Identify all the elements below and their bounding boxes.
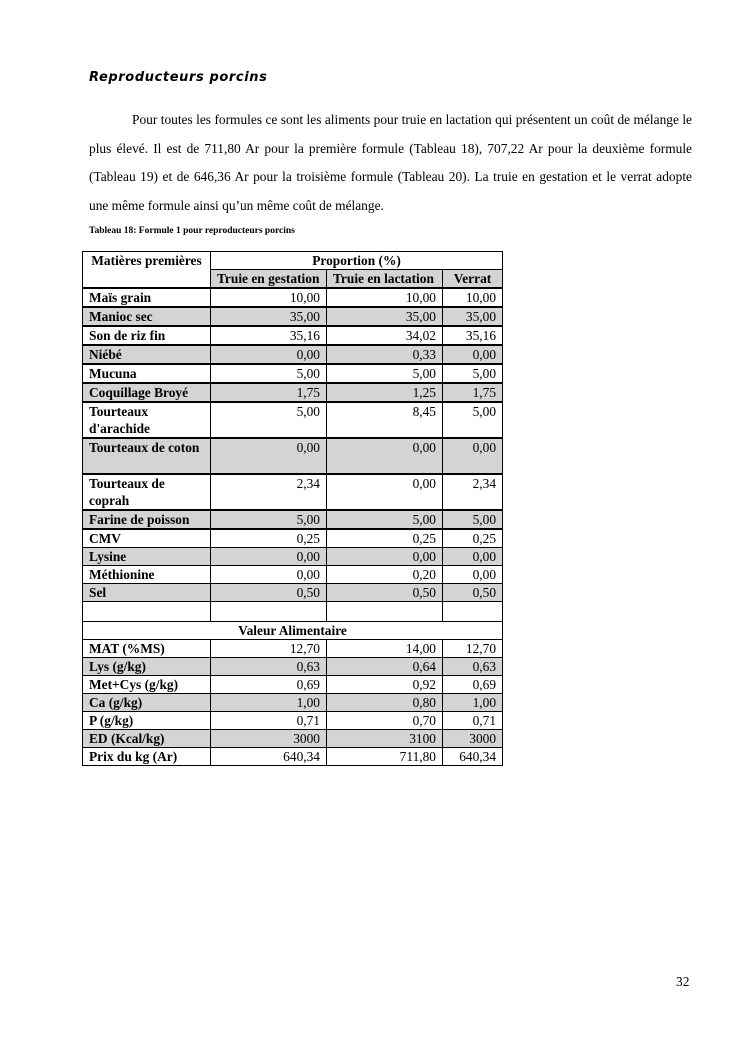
ingredient-name: Tourteaux de coprah <box>83 474 211 510</box>
empty-cell <box>211 602 327 622</box>
empty-cell <box>443 602 503 622</box>
ingredients-body <box>83 288 503 602</box>
value-cell: 0,00 <box>211 548 327 566</box>
table-row <box>83 364 503 383</box>
ingredient-name: MAT (%MS) <box>83 640 211 658</box>
table-row <box>83 566 503 584</box>
value-cell: 5,00 <box>211 402 327 438</box>
table-row <box>83 694 503 712</box>
table-row <box>83 529 503 548</box>
value-cell: 640,34 <box>443 748 503 766</box>
empty-cell <box>83 602 211 622</box>
value-cell: 0,69 <box>211 676 327 694</box>
table-row <box>83 474 503 510</box>
ingredient-name: Mucuna <box>83 364 211 383</box>
value-cell: 0,80 <box>327 694 443 712</box>
value-cell: 711,80 <box>327 748 443 766</box>
value-cell: 0,00 <box>211 438 327 474</box>
value-cell: 0,25 <box>327 529 443 548</box>
value-cell: 5,00 <box>443 510 503 529</box>
value-cell: 0,69 <box>443 676 503 694</box>
table-row <box>83 307 503 326</box>
value-cell: 5,00 <box>443 402 503 438</box>
ingredient-name: Lysine <box>83 548 211 566</box>
table-caption: Tableau 18: Formule 1 pour reproducteurs porcins <box>89 226 295 236</box>
ingredient-name: P (g/kg) <box>83 712 211 730</box>
value-cell: 10,00 <box>211 288 327 307</box>
value-cell: 0,50 <box>211 584 327 602</box>
table-row <box>83 712 503 730</box>
value-cell: 8,45 <box>327 402 443 438</box>
value-cell: 0,00 <box>443 548 503 566</box>
ingredient-name: Tourteaux d'arachide <box>83 402 211 438</box>
value-cell: 0,00 <box>211 566 327 584</box>
table-row <box>83 383 503 402</box>
column-header-lactation: Truie en lactation <box>327 270 443 289</box>
value-cell: 0,50 <box>443 584 503 602</box>
ingredient-name: Farine de poisson <box>83 510 211 529</box>
table-row <box>83 288 503 307</box>
ingredient-name: Niébé <box>83 345 211 364</box>
ingredient-name: Lys (g/kg) <box>83 658 211 676</box>
value-cell: 0,00 <box>327 548 443 566</box>
value-cell: 0,33 <box>327 345 443 364</box>
ingredient-name: Met+Cys (g/kg) <box>83 676 211 694</box>
empty-cell <box>327 602 443 622</box>
value-cell: 34,02 <box>327 326 443 345</box>
ingredient-name: Coquillage Broyé <box>83 383 211 402</box>
value-cell: 0,71 <box>211 712 327 730</box>
ingredient-name: CMV <box>83 529 211 548</box>
value-cell: 0,00 <box>327 438 443 474</box>
table-row <box>83 438 503 474</box>
ingredient-name: Ca (g/kg) <box>83 694 211 712</box>
table-row <box>83 345 503 364</box>
value-cell: 1,75 <box>211 383 327 402</box>
value-cell: 0,71 <box>443 712 503 730</box>
value-cell: 0,25 <box>443 529 503 548</box>
value-cell: 35,00 <box>443 307 503 326</box>
value-cell: 0,64 <box>327 658 443 676</box>
value-cell: 640,34 <box>211 748 327 766</box>
nutrition-section-header: Valeur Alimentaire <box>83 622 503 640</box>
value-cell: 12,70 <box>211 640 327 658</box>
spacer-body <box>83 602 503 640</box>
ingredient-name: Tourteaux de coton <box>83 438 211 474</box>
value-cell: 5,00 <box>211 510 327 529</box>
table-row <box>83 326 503 345</box>
value-cell: 0,92 <box>327 676 443 694</box>
value-cell: 10,00 <box>443 288 503 307</box>
ingredient-name: Sel <box>83 584 211 602</box>
value-cell: 3100 <box>327 730 443 748</box>
table-row <box>83 748 503 766</box>
value-cell: 1,25 <box>327 383 443 402</box>
value-cell: 12,70 <box>443 640 503 658</box>
table-row <box>83 730 503 748</box>
column-header-verrat: Verrat <box>443 270 503 289</box>
ingredient-name: ED (Kcal/kg) <box>83 730 211 748</box>
table-row <box>83 548 503 566</box>
proportion-header: Proportion (%) <box>211 252 503 270</box>
corner-header: Matières premières <box>83 252 211 289</box>
value-cell: 3000 <box>443 730 503 748</box>
value-cell: 10,00 <box>327 288 443 307</box>
section-heading: Reproducteurs porcins <box>89 70 268 85</box>
value-cell: 0,00 <box>443 438 503 474</box>
value-cell: 0,63 <box>443 658 503 676</box>
value-cell: 14,00 <box>327 640 443 658</box>
table-row <box>83 510 503 529</box>
value-cell: 1,00 <box>211 694 327 712</box>
value-cell: 35,00 <box>327 307 443 326</box>
value-cell: 0,20 <box>327 566 443 584</box>
table-row <box>83 658 503 676</box>
value-cell: 0,00 <box>327 474 443 510</box>
value-cell: 1,75 <box>443 383 503 402</box>
value-cell: 0,25 <box>211 529 327 548</box>
table-row <box>83 402 503 438</box>
value-cell: 0,50 <box>327 584 443 602</box>
value-cell: 1,00 <box>443 694 503 712</box>
ingredient-name: Prix du kg (Ar) <box>83 748 211 766</box>
formula-table <box>82 251 503 766</box>
value-cell: 3000 <box>211 730 327 748</box>
body-paragraph: Pour toutes les formules ce sont les aliments pour truie en lactation qui présentent un coût de mélange le plus élevé. Il est de 711,80 Ar pour la première formule (Tableau 18), 707,22 Ar pour la deuxième formule (Tableau 19) et de 646,36 Ar pour la troisième formule (Tableau 20). La truie en gestation et le verrat adopte une même formule ainsi qu’un même coût de mélange. <box>89 112 692 213</box>
table-row <box>83 676 503 694</box>
value-cell: 0,00 <box>211 345 327 364</box>
value-cell: 5,00 <box>211 364 327 383</box>
value-cell: 0,70 <box>327 712 443 730</box>
table-row <box>83 640 503 658</box>
value-cell: 0,63 <box>211 658 327 676</box>
value-cell: 35,00 <box>211 307 327 326</box>
value-cell: 0,00 <box>443 345 503 364</box>
value-cell: 5,00 <box>327 364 443 383</box>
nutrition-body <box>83 640 503 766</box>
value-cell: 2,34 <box>211 474 327 510</box>
value-cell: 2,34 <box>443 474 503 510</box>
value-cell: 5,00 <box>327 510 443 529</box>
empty-row <box>83 602 503 622</box>
ingredient-name: Son de riz fin <box>83 326 211 345</box>
column-header-gestation: Truie en gestation <box>211 270 327 289</box>
ingredient-name: Maïs grain <box>83 288 211 307</box>
value-cell: 0,00 <box>443 566 503 584</box>
table-row <box>83 584 503 602</box>
value-cell: 5,00 <box>443 364 503 383</box>
value-cell: 35,16 <box>211 326 327 345</box>
page-number: 32 <box>676 974 690 989</box>
value-cell: 35,16 <box>443 326 503 345</box>
ingredient-name: Méthionine <box>83 566 211 584</box>
ingredient-name: Manioc sec <box>83 307 211 326</box>
